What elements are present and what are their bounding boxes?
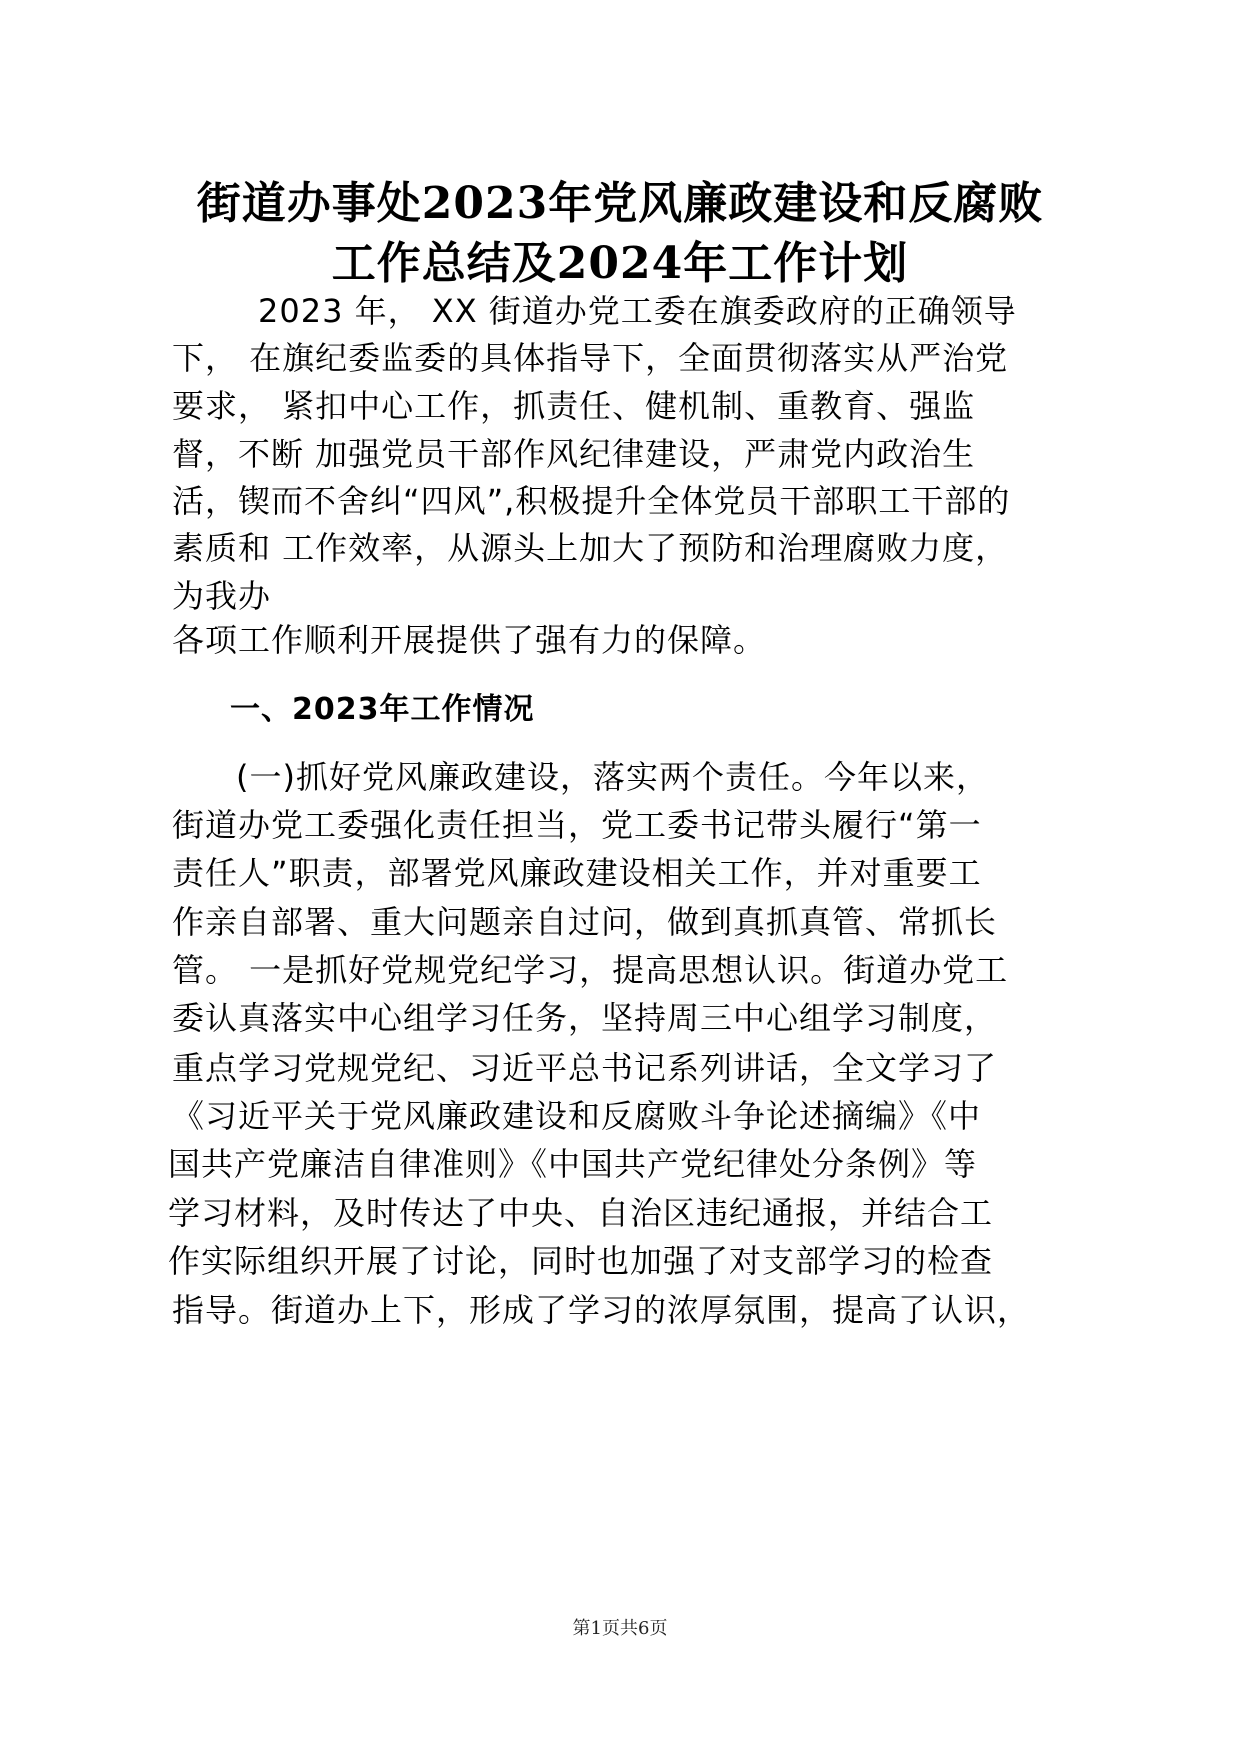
intro-line-6: 素质和 工作效率，从源头上加大了预防和治理腐败力度，	[172, 529, 1009, 567]
body-line-10: 学习材料，及时传达了中央、自治区违纪通报，并结合工	[168, 1194, 994, 1232]
page-footer: 第1页共6页	[572, 1618, 668, 1639]
intro-line-3: 要求， 紧扣中心工作，抓责任、健机制、重教育、强监	[172, 387, 976, 425]
body-line-1: (一)抓好党风廉政建设，落实两个责任。今年以来，	[236, 758, 989, 796]
body-line-12: 指导。街道办上下，形成了学习的浓厚氛围，提高了认识，	[172, 1291, 1031, 1329]
intro-line-2: 下， 在旗纪委监委的具体指导下，全面贯彻落实从严治党	[172, 339, 1009, 377]
document-title-line-2: 工作总结及2024年工作计划	[331, 238, 909, 289]
body-line-4: 作亲自部署、重大问题亲自过问，做到真抓真管、常抓长	[172, 903, 998, 941]
intro-line-4: 督，不断 加强党员干部作风纪律建设，严肃党内政治生	[172, 435, 976, 473]
body-line-7: 重点学习党规党纪、习近平总书记系列讲话，全文学习了	[172, 1049, 998, 1087]
intro-line-5: 活，锲而不舍纠“四风”,积极提升全体党员干部职工干部的	[172, 482, 1011, 520]
body-line-11: 作实际组织开展了讨论，同时也加强了对支部学习的检查	[168, 1242, 994, 1280]
body-line-6: 委认真落实中心组学习任务，坚持周三中心组学习制度，	[172, 999, 998, 1037]
body-line-2: 街道办党工委强化责任担当，党工委书记带头履行“第一	[172, 806, 982, 844]
section-heading: 一、2023年工作情况	[230, 692, 535, 727]
body-line-3: 责任人”职责，部署党风廉政建设相关工作，并对重要工	[172, 854, 982, 892]
intro-line-1: 2023 年， XX 街道办党工委在旗委政府的正确领导	[258, 292, 1017, 330]
document-title-line-1: 街道办事处2023年党风廉政建设和反腐败	[196, 178, 1044, 229]
body-line-5: 管。 一是抓好党规党纪学习，提高思想认识。街道办党工	[172, 951, 1009, 989]
intro-line-7: 为我办	[172, 577, 272, 615]
body-line-8: 《习近平关于党风廉政建设和反腐败斗争论述摘编》《中	[172, 1097, 982, 1135]
body-line-9: 国共产党廉洁自律准则》《中国共产党纪律处分条例》等	[168, 1145, 978, 1183]
intro-line-8: 各项工作顺利开展提供了强有力的保障。	[172, 621, 767, 659]
